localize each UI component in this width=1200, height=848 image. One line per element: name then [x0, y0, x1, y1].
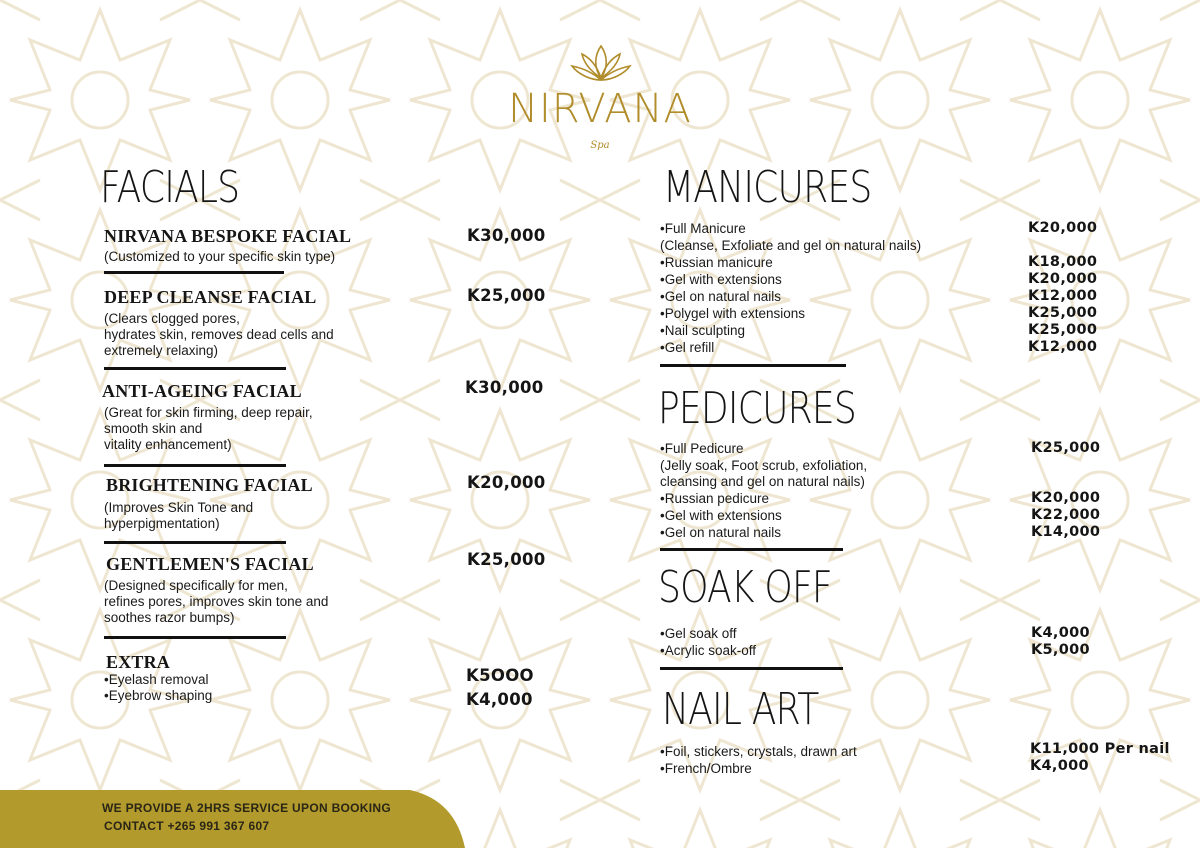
facial-title: GENTLEMEN'S FACIAL — [106, 554, 314, 574]
service-price: K25,000 — [1031, 440, 1101, 456]
service-label: (Cleanse, Exfoliate and gel on natural nails) — [660, 238, 922, 253]
service-label: •Russian manicure — [660, 255, 773, 270]
service-label: •Gel refill — [660, 340, 715, 355]
facial-title: BRIGHTENING FACIAL — [106, 475, 313, 495]
service-price: K11,000 Per nail — [1030, 741, 1170, 757]
extra-title: EXTRA — [106, 652, 171, 672]
service-price: K4,000 — [1030, 758, 1089, 774]
service-label: •Gel with extensions — [660, 272, 782, 287]
service-label: •Acrylic soak-off — [660, 643, 757, 658]
service-price: K14,000 — [1031, 524, 1101, 540]
facial-title: DEEP CLEANSE FACIAL — [104, 287, 317, 307]
facial-description: hyperpigmentation) — [104, 516, 220, 531]
divider — [104, 541, 286, 544]
facial-title: ANTI-AGEING FACIAL — [102, 381, 302, 401]
service-label: •Foil, stickers, crystals, drawn art — [660, 744, 857, 759]
service-price: K25,000 — [1028, 305, 1098, 321]
service-price: K4,000 — [1031, 625, 1090, 641]
service-label: •Gel on natural nails — [660, 525, 782, 540]
facial-description: (Customized to your specific skin type) — [104, 249, 336, 264]
facial-description: (Great for skin firming, deep repair, — [104, 405, 313, 420]
service-label: •Gel with extensions — [660, 508, 782, 523]
soak-off-heading: SOAK OFF — [658, 562, 832, 613]
facial-description: refines pores, improves skin tone and — [104, 594, 329, 609]
lotus-logo-icon — [570, 42, 632, 86]
manicures-heading: MANICURES — [663, 162, 872, 213]
service-label: cleansing and gel on natural nails) — [660, 474, 865, 489]
extra-line-label: •Eyebrow shaping — [104, 688, 213, 703]
service-price: K12,000 — [1028, 288, 1098, 304]
facial-title: NIRVANA BESPOKE FACIAL — [104, 226, 352, 246]
service-price: K22,000 — [1031, 507, 1101, 523]
service-label: (Jelly soak, Foot scrub, exfoliation, — [660, 458, 868, 473]
divider — [104, 367, 286, 370]
facial-description: soothes razor bumps) — [104, 610, 235, 625]
facial-description: (Clears clogged pores, — [104, 311, 240, 326]
service-price: K25,000 — [1028, 322, 1098, 338]
service-price: K20,000 — [1031, 490, 1101, 506]
service-label: •Full Manicure — [660, 221, 746, 236]
nail-art-heading: NAIL ART — [662, 684, 819, 735]
divider — [660, 364, 846, 367]
service-label: •Russian pedicure — [660, 491, 770, 506]
footer-service-note: WE PROVIDE A 2HRS SERVICE UPON BOOKING — [102, 801, 391, 815]
facial-price: K30,000 — [467, 226, 546, 245]
extra-line-price: K4,000 — [466, 690, 533, 709]
pedicures-heading: PEDICURES — [658, 383, 856, 434]
service-price: K5,000 — [1031, 642, 1090, 658]
service-label: •Polygel with extensions — [660, 306, 806, 321]
service-price: K18,000 — [1028, 254, 1098, 270]
service-price: K20,000 — [1028, 271, 1098, 287]
facial-description: smooth skin and — [104, 421, 203, 436]
service-label: •Full Pedicure — [660, 441, 744, 456]
facial-description: vitality enhancement) — [104, 437, 232, 452]
service-label: •French/Ombre — [660, 761, 752, 776]
extra-line-label: •Eyelash removal — [104, 672, 209, 687]
service-price: K12,000 — [1028, 339, 1098, 355]
service-label: •Gel soak off — [660, 626, 737, 641]
divider — [104, 464, 286, 467]
extra-line-price: K5OOO — [466, 666, 534, 685]
divider — [660, 667, 843, 670]
service-price: K20,000 — [1028, 220, 1098, 236]
facial-price: K20,000 — [467, 473, 546, 492]
footer-contact: CONTACT +265 991 367 607 — [104, 819, 270, 833]
divider — [104, 271, 284, 274]
divider — [660, 548, 843, 551]
facial-price: K25,000 — [467, 550, 546, 569]
facial-price: K25,000 — [467, 286, 546, 305]
facial-price: K30,000 — [465, 378, 544, 397]
divider — [104, 636, 286, 639]
facial-description: extremely relaxing) — [104, 343, 219, 358]
service-label: •Gel on natural nails — [660, 289, 782, 304]
facials-heading: FACIALS — [100, 162, 240, 213]
facial-description: (Designed specifically for men, — [104, 578, 288, 593]
facial-description: (Improves Skin Tone and — [104, 500, 254, 515]
brand-tagline: Spa — [590, 140, 610, 151]
service-label: •Nail sculpting — [660, 323, 746, 338]
facial-description: hydrates skin, removes dead cells and — [104, 327, 334, 342]
brand-name: NIRVANA — [508, 86, 692, 132]
